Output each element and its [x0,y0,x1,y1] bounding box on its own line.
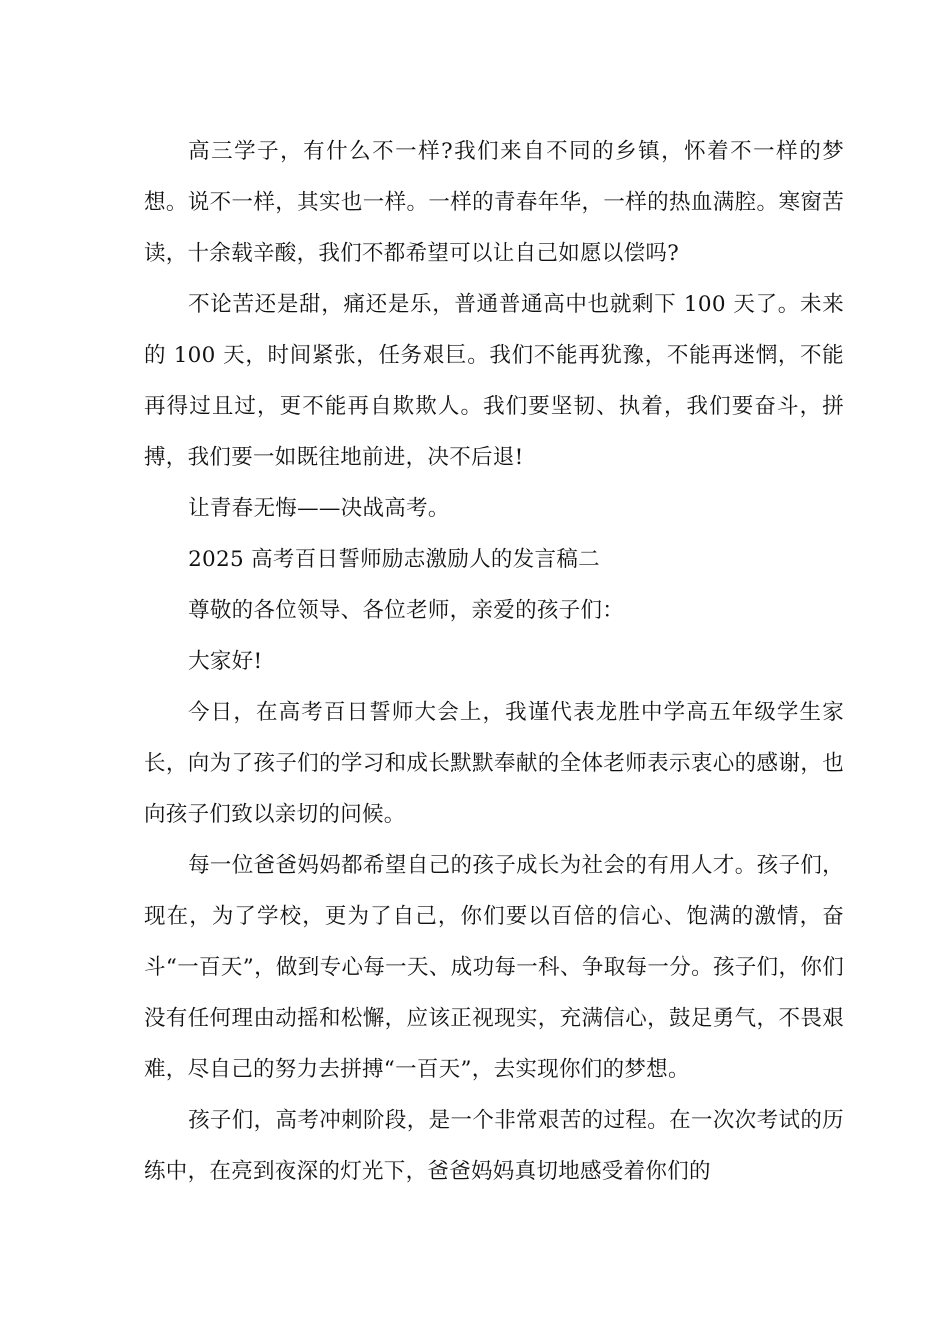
greeting: 大家好! [188,649,263,674]
paragraph-9: 孩子们，高考冲刺阶段，是一个非常艰苦的过程。在一次次考试的历练中，在亮到夜深的灯光下，爸爸妈妈真切地感受着你们的 [144,1108,844,1184]
paragraph-1: 高三学子，有什么不一样?我们来自不同的乡镇，怀着不一样的梦想。说不一样，其实也一样。一样的青春年华，一样的热血满腔。寒窗苦读，十余载辛酸，我们不都希望可以让自己如愿以偿吗? [144,139,844,266]
section-heading: 2025 高考百日誓师励志激励人的发言稿二 [188,547,600,572]
salutation: 尊敬的各位领导、各位老师，亲爱的孩子们： [188,598,625,623]
paragraph-2: 不论苦还是甜，痛还是乐，普通普通高中也就剩下 100 天了。未来的 100 天，时间紧张，任务艰巨。我们不能再犹豫，不能再迷惘，不能再得过且过，更不能再自欺欺人。我们要坚韧、执着，我们要奋斗，拼搏，我们要一如既往地前进，决不后退! [144,292,844,470]
document-body [144,126,844,1197]
paragraph-3: 让青春无悔——决战高考。 [188,496,450,521]
paragraph-8: 每一位爸爸妈妈都希望自己的孩子成长为社会的有用人才。孩子们，现在，为了学校，更为了自己，你们要以百倍的信心、饱满的激情，奋斗“一百天”，做到专心每一天、成功每一科、争取每一分。孩子们，你们没有任何理由动摇和松懈，应该正视现实，充满信心，鼓足勇气，不畏艰难，尽自己的努力去拼搏“一百天”，去实现你们的梦想。 [144,853,844,1082]
paragraph-7: 今日，在高考百日誓师大会上，我谨代表龙胜中学高五年级学生家长，向为了孩子们的学习和成长默默奉献的全体老师表示衷心的感谢，也向孩子们致以亲切的问候。 [144,700,844,827]
